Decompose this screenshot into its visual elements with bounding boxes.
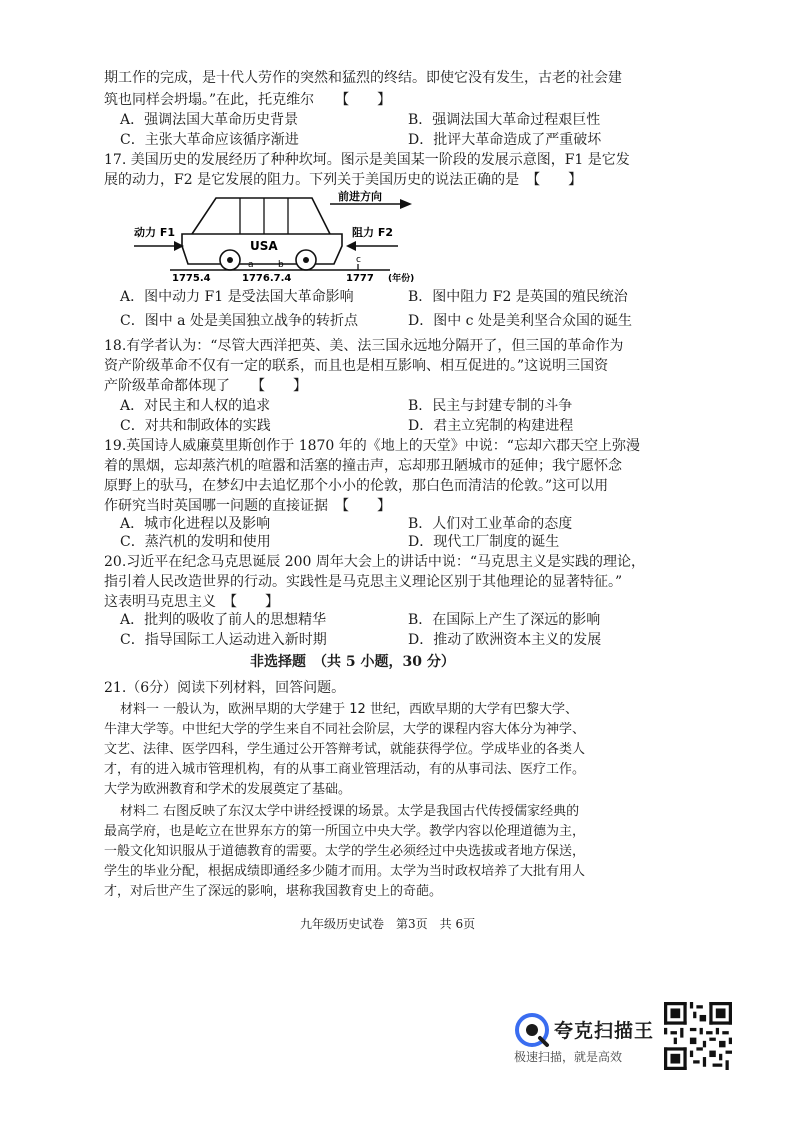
q17-line-1: 17. 美国历史的发展经历了种种坎坷。图示是美国某一阶段的发展示意图，F1 是它发 xyxy=(104,152,630,168)
q17-line-2: 展的动力，F2 是它发展的阻力。下列关于美国历史的说法正确的是 【 】 xyxy=(104,172,583,188)
q19-line-4: 作研究当时英国哪一问题的直接证据 【 】 xyxy=(104,498,391,514)
point-c-label: c xyxy=(356,255,361,265)
q19-option-b: B．人们对工业革命的态度 xyxy=(408,516,573,532)
q16-option-d: D．批评大革命造成了严重破坏 xyxy=(408,132,602,148)
q17-option-c: C．图中 a 处是美国独立战争的转折点 xyxy=(120,313,358,329)
point-b-label: b xyxy=(278,260,284,270)
brand-name: 夸克扫描王 xyxy=(554,1020,655,1042)
q20-line-2: 指引着人民改造世界的行动。实践性是马克思主义理论区别于其他理论的显著特征。” xyxy=(104,574,623,590)
q19-option-a: A．城市化进程以及影响 xyxy=(120,516,271,532)
q18-line-1: 18.有学者认为：“尽管大西洋把英、美、法三国永远地分隔开了，但三国的革命作为 xyxy=(104,338,624,354)
q18-line-3: 产阶级革命都体现了 【 】 xyxy=(104,378,307,394)
q21-m2-line-4: 学生的毕业分配，根据成绩即通经多少随才而用。太学为当时政权培养了大批有用人 xyxy=(104,864,586,879)
brand-slogan: 极速扫描，就是高效 xyxy=(514,1050,623,1064)
quark-logo-icon xyxy=(514,1012,550,1048)
q21-m1-line-2: 牛津大学等。中世纪大学的学生来自不同社会阶层，大学的课程内容大体分为神学、 xyxy=(104,722,586,737)
q20-option-c: C．指导国际工人运动进入新时期 xyxy=(120,632,327,648)
usa-development-diagram xyxy=(130,190,460,282)
q21-m1-line-1: 材料一 一般认为，欧洲早期的大学建于 12 世纪，西欧早期的大学有巴黎大学、 xyxy=(120,702,578,717)
q16-line-2: 筑也同样会坍塌。”在此，托克维尔 【 】 xyxy=(104,92,392,108)
q16-option-c: C．主张大革命应该循序渐进 xyxy=(120,132,299,148)
q18-line-2: 资产阶级革命不仅有一定的联系，而且也是相互影响、相互促进的。”这说明三国资 xyxy=(104,358,609,374)
q16-option-b: B．强调法国大革命过程艰巨性 xyxy=(408,112,601,128)
date-1775: 1775.4 xyxy=(172,273,211,282)
q21-m1-line-3: 文艺、法律、医学四科，学生通过公开答辩考试，就能获得学位。学成毕业的各类人 xyxy=(104,742,586,757)
force-f1-label: 动力 F1 xyxy=(134,226,175,239)
force-f2-label: 阻力 F2 xyxy=(352,226,393,239)
date-1776: 1776.7.4 xyxy=(242,273,292,282)
qr-code-icon xyxy=(664,1002,732,1070)
q21-header: 21.（6分）阅读下列材料，回答问题。 xyxy=(104,680,346,696)
q21-m1-line-4: 才，有的进入城市管理机构，有的从事工商业管理活动，有的从事司法、医疗工作。 xyxy=(104,762,586,777)
q20-line-3: 这表明马克思主义 【 】 xyxy=(104,594,279,610)
q20-option-a: A．批判的吸收了前人的思想精华 xyxy=(120,612,327,628)
q21-m2-line-3: 一般文化知识服从于道德教育的需要。太学的学生必须经过中央选拔或者地方保送， xyxy=(104,844,586,859)
q19-option-c: C．蒸汽机的发明和使用 xyxy=(120,534,271,550)
car-roof xyxy=(192,198,330,234)
q19-line-2: 着的黑烟，忘却蒸汽机的喧嚣和活塞的撞击声，忘却那丑陋城市的延伸；我宁愿怀念 xyxy=(104,458,622,474)
axis-unit-label: (年份) xyxy=(388,274,415,282)
q21-m2-line-2: 最高学府，也是屹立在世界东方的第一所国立中央大学。教学内容以伦理道德为主， xyxy=(104,824,586,839)
q19-line-3: 原野上的驮马，在梦幻中去追忆那个小小的伦敦，那白色而清洁的伦敦。”这可以用 xyxy=(104,478,609,494)
q20-option-b: B．在国际上产生了深远的影响 xyxy=(408,612,601,628)
q17-option-b: B．图中阻力 F2 是英国的殖民统治 xyxy=(408,289,628,305)
q16-line-1: 期工作的完成，是十代人劳作的突然和猛烈的终结。即使它没有发生，古老的社会建 xyxy=(104,70,622,86)
point-a-label: a xyxy=(248,260,254,270)
scanner-brand xyxy=(512,1010,662,1070)
q18-option-d: D．君主立宪制的构建进程 xyxy=(408,418,574,434)
q21-m1-line-5: 大学为欧洲教育和学术的发展奠定了基础。 xyxy=(104,782,352,797)
q20-option-d: D．推动了欧洲资本主义的发展 xyxy=(408,632,602,648)
q18-option-c: C．对共和制政体的实践 xyxy=(120,418,271,434)
q19-option-d: D．现代工厂制度的诞生 xyxy=(408,534,560,550)
page-footer: 九年级历史试卷 第3页 共 6页 xyxy=(300,917,476,931)
q19-line-1: 19.英国诗人威廉莫里斯创作于 1870 年的《地上的天堂》中说：“忘却六郡天空上弥漫 xyxy=(104,438,640,454)
direction-label: 前进方向 xyxy=(338,190,382,203)
q21-m2-line-5: 才，对后世产生了深远的影响，堪称我国教育史上的奇葩。 xyxy=(104,884,443,899)
q17-option-a: A．图中动力 F1 是受法国大革命影响 xyxy=(120,289,354,305)
q21-m2-line-1: 材料二 右图反映了东汉太学中讲经授课的场景。太学是我国古代传授儒家经典的 xyxy=(120,804,580,819)
car-label: USA xyxy=(250,239,278,253)
section-title: 非选择题 （共 5 小题，30 分） xyxy=(250,654,455,670)
q18-option-a: A．对民主和人权的追求 xyxy=(120,398,271,414)
q20-line-1: 20.习近平在纪念马克思诞辰 200 周年大会上的讲话中说：“马克思主义是实践的理论， xyxy=(104,554,646,570)
q17-option-d: D．图中 c 处是美利坚合众国的诞生 xyxy=(408,313,632,329)
direction-arrowhead xyxy=(400,199,412,209)
date-1777: 1777 xyxy=(346,273,374,282)
q18-option-b: B．民主与封建专制的斗争 xyxy=(408,398,573,414)
q16-option-a: A．强调法国大革命历史背景 xyxy=(120,112,299,128)
